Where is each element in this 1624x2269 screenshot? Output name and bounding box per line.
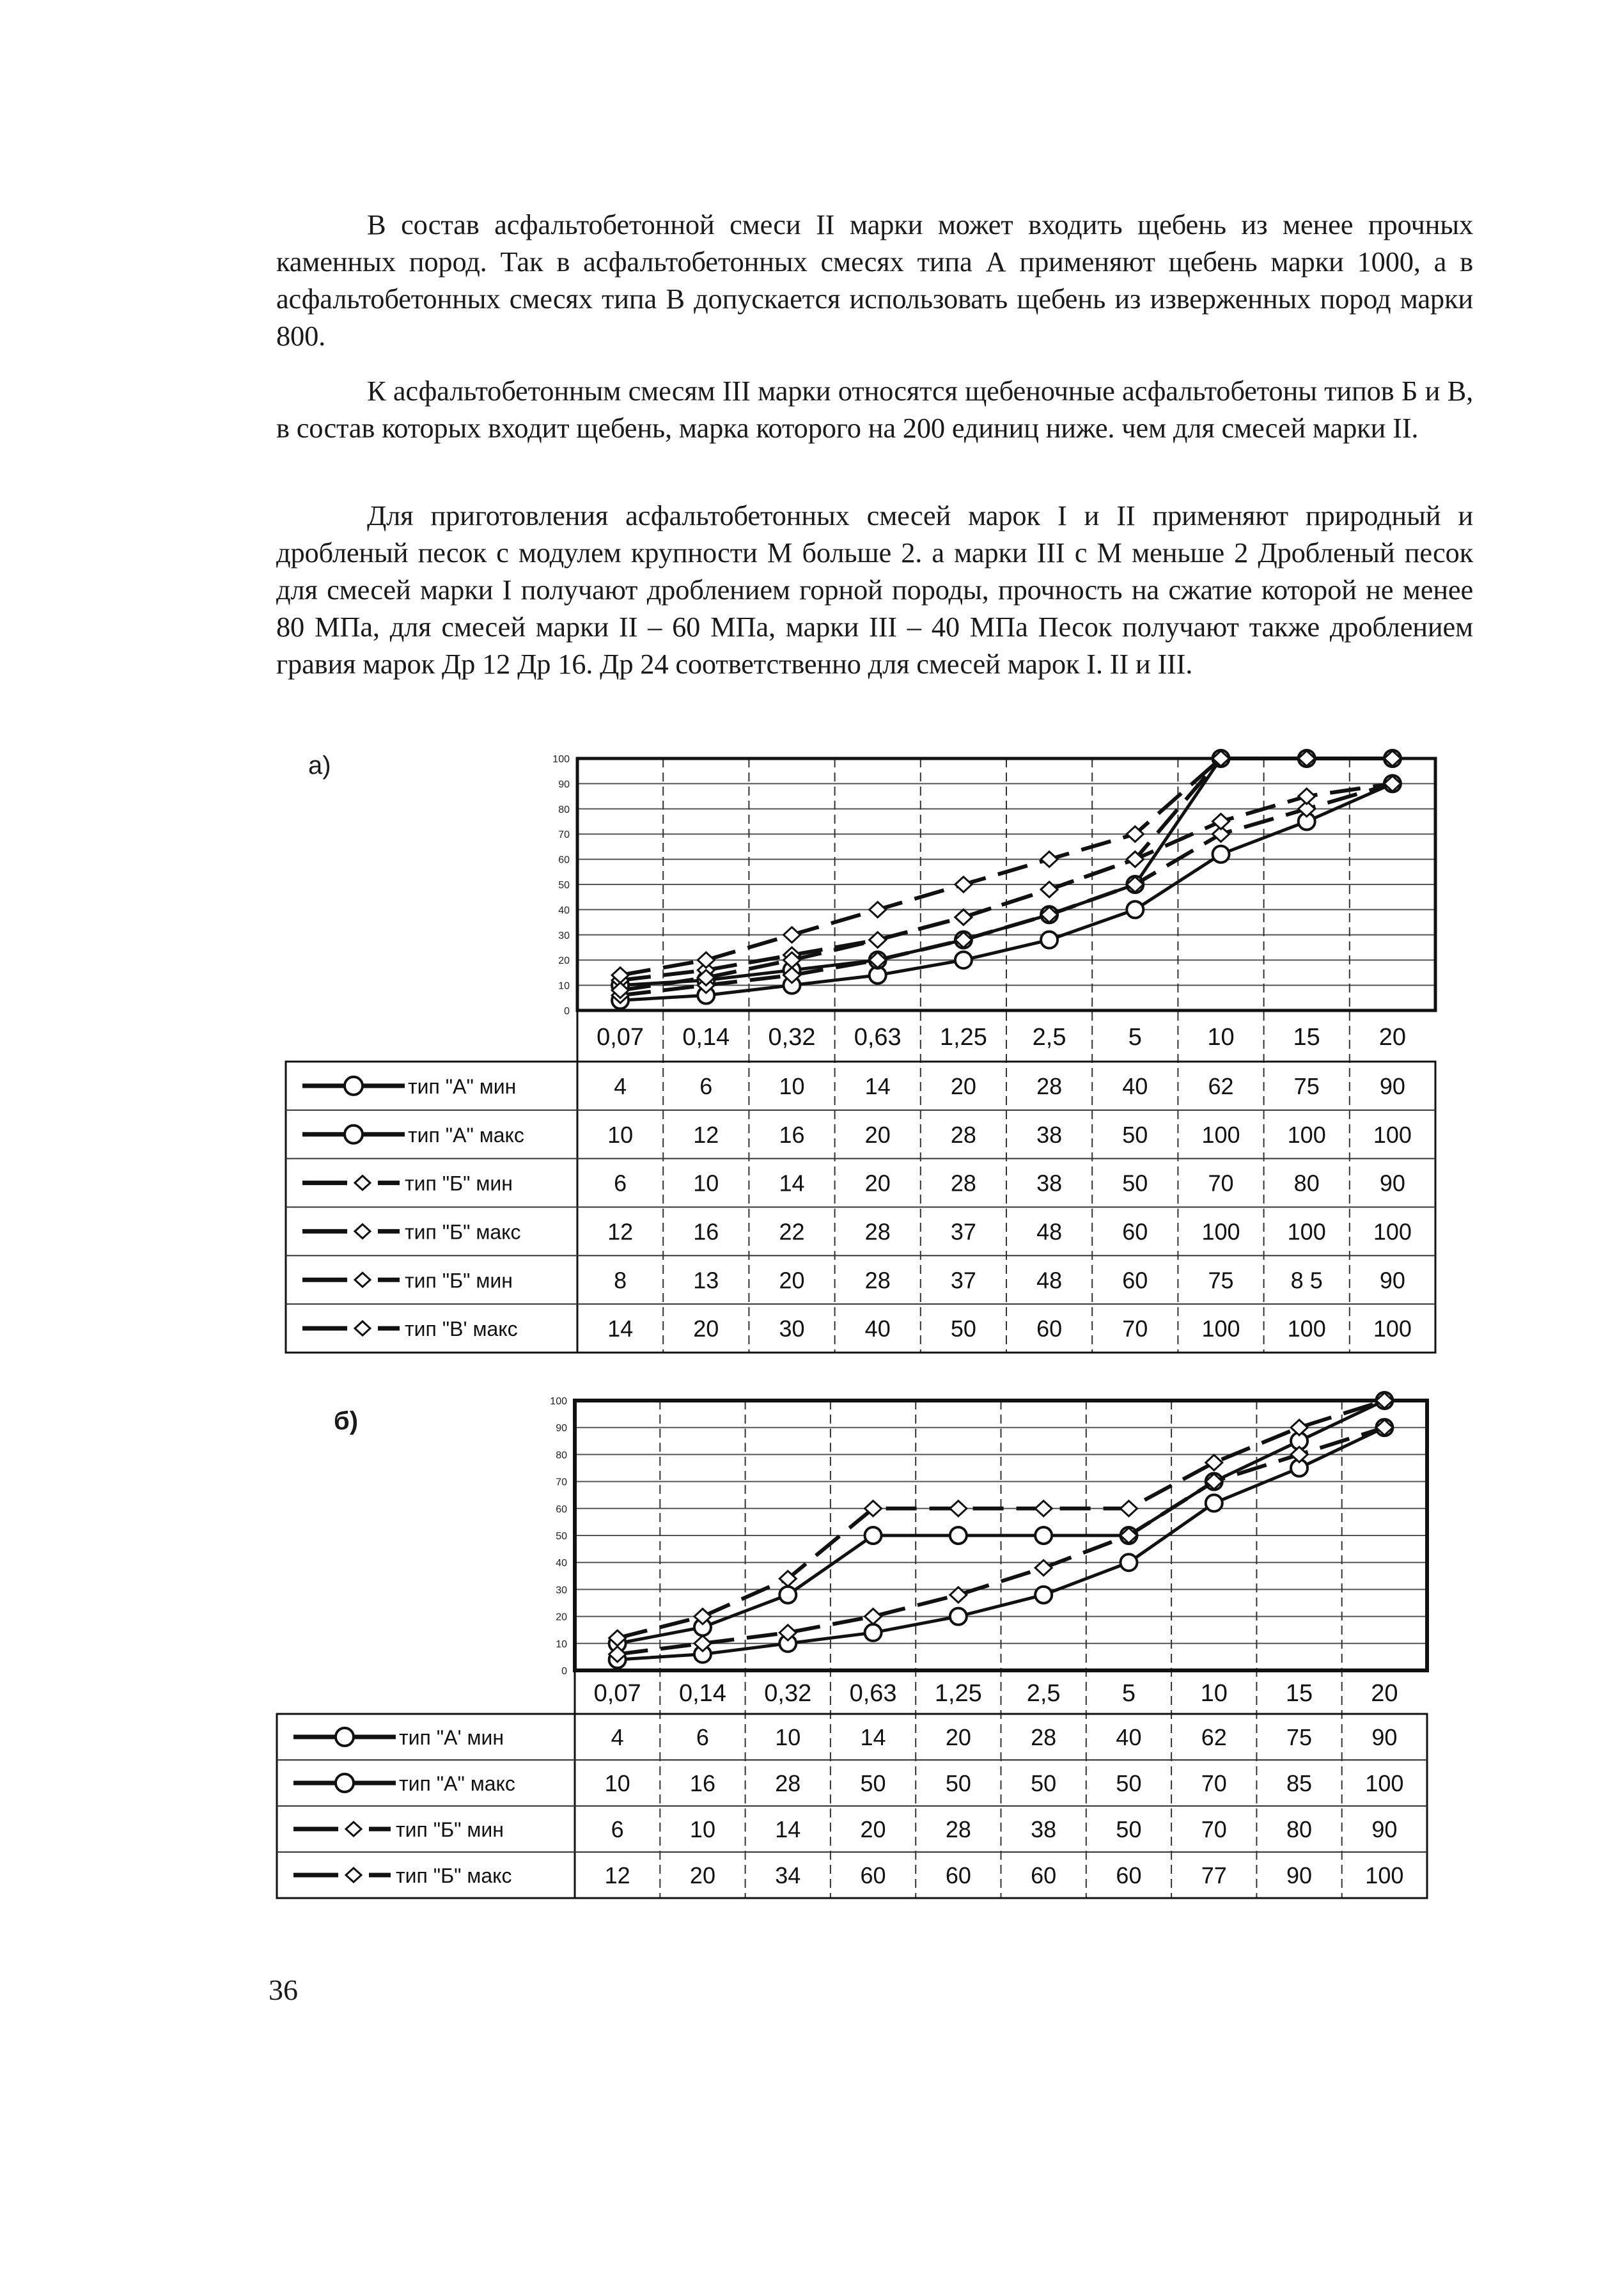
table-cell: 70 [1201, 1816, 1227, 1842]
data-point-diamond [1041, 882, 1058, 897]
data-point-diamond [1035, 1501, 1052, 1516]
data-point-circle [609, 1635, 626, 1652]
legend-label: тип "А" макс [399, 1772, 515, 1795]
data-point-diamond [1206, 1474, 1222, 1489]
data-point-circle [694, 1646, 711, 1663]
legend-circle-icon [336, 1728, 354, 1746]
data-point-circle [1127, 876, 1143, 893]
data-point-diamond [1127, 877, 1143, 892]
data-point-diamond [1035, 1560, 1052, 1576]
data-point-circle [1120, 1554, 1137, 1571]
table-cell: 8 [614, 1267, 627, 1294]
data-point-diamond [698, 952, 714, 968]
data-point-diamond [784, 947, 800, 962]
legend-label: тип "Б" мин [396, 1818, 504, 1841]
data-point-diamond [612, 973, 629, 988]
data-point-circle [950, 1608, 967, 1625]
data-point-diamond [1213, 751, 1230, 766]
data-point-diamond [1041, 882, 1058, 897]
legend-label: тип "Б" мин [405, 1269, 513, 1292]
data-point-diamond [1127, 852, 1143, 867]
x-tick-label: 0,63 [849, 1680, 897, 1707]
data-point-diamond [1299, 801, 1315, 817]
table-cell: 90 [1379, 1267, 1405, 1294]
table-cell: 16 [693, 1218, 719, 1245]
table-cell: 6 [614, 1170, 627, 1197]
x-tick-label: 2,5 [1032, 1024, 1066, 1051]
legend-circle-icon [336, 1774, 354, 1792]
table-cell: 20 [693, 1315, 719, 1342]
data-point-circle [612, 977, 629, 994]
table-cell: 50 [950, 1315, 976, 1342]
y-tick-label: 60 [556, 1504, 567, 1515]
data-point-diamond [1213, 826, 1230, 842]
x-tick-label: 10 [1200, 1680, 1228, 1707]
table-cell: 28 [864, 1267, 891, 1294]
x-tick-label: 0,14 [678, 1680, 726, 1707]
y-tick-label: 40 [558, 905, 570, 916]
data-point-diamond [955, 909, 972, 925]
x-tick-label: 20 [1371, 1680, 1398, 1707]
table-cell: 90 [1371, 1816, 1398, 1842]
table-cell: 28 [950, 1121, 976, 1148]
data-point-diamond [1127, 826, 1143, 842]
data-point-diamond [784, 968, 800, 983]
table-cell: 40 [1122, 1072, 1148, 1099]
table-cell: 60 [945, 1862, 971, 1888]
table-cell: 16 [779, 1121, 805, 1148]
y-tick-label: 20 [556, 1612, 567, 1623]
table-cell: 60 [1122, 1218, 1148, 1245]
data-point-circle [612, 992, 629, 1009]
table-cell: 16 [689, 1770, 715, 1796]
legend-circle-icon [345, 1077, 363, 1095]
table-cell: 12 [693, 1121, 719, 1148]
data-point-circle [779, 1587, 796, 1603]
data-point-circle [779, 1635, 796, 1652]
series-line [618, 1401, 1385, 1638]
paragraph-2: К асфальтобетонным смесям III марки относятся щебеночные асфальтобетоны типов Б и В, в состав которых входит щебень, марка которого на 200 единиц ниже. чем для смесей марки II. [276, 375, 1473, 444]
data-point-circle [1213, 846, 1230, 863]
table-cell: 14 [864, 1072, 891, 1099]
table-cell: 20 [860, 1816, 886, 1842]
data-point-diamond [1384, 776, 1401, 791]
table-cell: 75 [1208, 1267, 1234, 1294]
table-cell: 6 [696, 1724, 709, 1750]
legend-diamond-icon [355, 1273, 370, 1287]
table-cell: 10 [604, 1770, 630, 1796]
table-cell: 38 [1036, 1170, 1063, 1197]
table-cell: 75 [1293, 1072, 1320, 1099]
data-point-circle [1206, 1495, 1222, 1511]
data-point-circle [1213, 750, 1230, 767]
data-point-circle [784, 977, 800, 994]
table-cell: 70 [1208, 1170, 1234, 1197]
data-point-circle [1291, 1433, 1308, 1449]
data-point-diamond [698, 978, 714, 993]
table-cell: 100 [1287, 1315, 1326, 1342]
table-cell: 8 5 [1290, 1267, 1323, 1294]
data-point-diamond [870, 952, 886, 968]
data-table-frame [277, 1714, 1427, 1898]
data-point-circle [1299, 813, 1315, 830]
data-point-diamond [779, 1571, 796, 1587]
figure-a-label: а) [308, 751, 331, 780]
table-cell: 6 [699, 1072, 713, 1099]
table-cell: 100 [1365, 1862, 1404, 1888]
table-cell: 12 [607, 1218, 634, 1245]
table-cell: 100 [1287, 1121, 1326, 1148]
data-point-diamond [609, 1630, 626, 1645]
table-cell: 75 [1286, 1724, 1313, 1750]
table-cell: 50 [1122, 1170, 1148, 1197]
y-tick-label: 70 [556, 1477, 567, 1488]
data-point-diamond [698, 970, 714, 985]
x-tick-label: 1,25 [934, 1680, 982, 1707]
table-cell: 100 [1201, 1218, 1240, 1245]
y-tick-label: 50 [558, 880, 570, 891]
table-cell: 100 [1373, 1218, 1412, 1245]
data-point-diamond [784, 927, 800, 943]
data-point-circle [1376, 1392, 1393, 1409]
table-cell: 10 [779, 1072, 805, 1099]
legend-label: тип "Б" мин [405, 1172, 513, 1195]
table-cell: 28 [1031, 1724, 1057, 1750]
data-point-diamond [955, 877, 972, 892]
figure-b-label: б) [334, 1407, 359, 1435]
y-tick-label: 100 [550, 1396, 567, 1407]
data-point-diamond [1376, 1393, 1393, 1408]
data-point-circle [698, 987, 714, 1003]
legend-label: тип "А' мин [399, 1726, 504, 1749]
x-tick-label: 2,5 [1026, 1680, 1061, 1707]
data-point-diamond [950, 1587, 967, 1603]
data-point-circle [950, 1527, 967, 1544]
x-tick-label: 20 [1378, 1024, 1407, 1051]
legend-diamond-icon [355, 1321, 370, 1335]
table-cell: 13 [693, 1267, 719, 1294]
table-cell: 50 [945, 1770, 971, 1796]
table-cell: 60 [1036, 1315, 1063, 1342]
data-point-diamond [1299, 751, 1315, 766]
data-point-circle [698, 972, 714, 989]
data-point-diamond [1041, 852, 1058, 867]
legend-label: тип "А" мин [408, 1074, 517, 1098]
x-tick-label: 0,14 [682, 1024, 730, 1051]
data-point-circle [1384, 750, 1401, 767]
table-cell: 20 [864, 1170, 891, 1197]
data-point-circle [865, 1624, 882, 1641]
table-cell: 70 [1201, 1770, 1227, 1796]
table-cell: 100 [1373, 1121, 1412, 1148]
x-tick-label: 1,25 [939, 1024, 987, 1051]
table-cell: 37 [950, 1218, 976, 1245]
table-cell: 100 [1373, 1315, 1412, 1342]
data-point-diamond [865, 1609, 882, 1624]
y-tick-label: 10 [556, 1638, 567, 1650]
legend-label: тип "Б" макс [396, 1864, 512, 1887]
x-tick-label: 0,32 [764, 1680, 812, 1707]
data-point-circle [1376, 1419, 1393, 1436]
data-point-diamond [779, 1625, 796, 1640]
data-point-circle [955, 952, 972, 968]
data-point-diamond [1291, 1447, 1308, 1462]
data-point-diamond [1120, 1501, 1137, 1516]
table-cell: 62 [1208, 1072, 1234, 1099]
x-tick-label: 0,07 [593, 1680, 641, 1707]
table-cell: 20 [864, 1121, 891, 1148]
data-point-diamond [1120, 1528, 1137, 1543]
data-point-diamond [698, 962, 714, 978]
data-point-diamond [950, 1501, 967, 1516]
table-cell: 20 [689, 1862, 715, 1888]
x-tick-label: 0,63 [854, 1024, 902, 1051]
legend-label: тип "Б" макс [405, 1220, 521, 1244]
table-cell: 48 [1036, 1267, 1063, 1294]
table-cell: 50 [1031, 1770, 1057, 1796]
data-point-circle [1384, 775, 1401, 792]
table-cell: 28 [775, 1770, 801, 1796]
data-point-circle [1035, 1527, 1052, 1544]
series-line [618, 1427, 1385, 1660]
data-point-circle [1041, 932, 1058, 948]
x-tick-label: 15 [1293, 1024, 1320, 1051]
x-tick-label: 0,32 [768, 1024, 816, 1051]
table-cell: 60 [1116, 1862, 1142, 1888]
table-cell: 40 [864, 1315, 891, 1342]
data-point-diamond [865, 1501, 882, 1516]
data-point-diamond [612, 968, 629, 983]
table-cell: 100 [1201, 1121, 1240, 1148]
plot-frame [575, 1401, 1427, 1670]
y-tick-label: 90 [558, 779, 570, 790]
data-point-circle [1291, 1460, 1308, 1477]
data-point-circle [609, 1651, 626, 1668]
table-cell: 22 [779, 1218, 805, 1245]
data-point-diamond [694, 1609, 711, 1624]
y-tick-label: 10 [558, 980, 570, 992]
table-cell: 50 [860, 1770, 886, 1796]
table-cell: 38 [1031, 1816, 1057, 1842]
y-tick-label: 20 [558, 955, 570, 967]
table-cell: 20 [779, 1267, 805, 1294]
legend-label: тип "А" макс [408, 1123, 524, 1147]
data-point-circle [1127, 901, 1143, 918]
y-tick-label: 50 [556, 1531, 567, 1542]
data-point-diamond [784, 952, 800, 968]
data-point-circle [1206, 1473, 1222, 1490]
table-cell: 14 [779, 1170, 805, 1197]
series-line [620, 783, 1393, 990]
x-tick-label: 10 [1207, 1024, 1235, 1051]
table-cell: 14 [860, 1724, 886, 1750]
page-number: 36 [269, 1974, 298, 2006]
table-cell: 34 [775, 1862, 801, 1888]
x-tick-label: 15 [1285, 1680, 1313, 1707]
table-cell: 77 [1201, 1862, 1227, 1888]
table-cell: 28 [864, 1218, 891, 1245]
table-cell: 60 [1031, 1862, 1057, 1888]
table-cell: 20 [945, 1724, 971, 1750]
table-cell: 70 [1122, 1315, 1148, 1342]
data-point-diamond [609, 1647, 626, 1662]
data-point-diamond [870, 932, 886, 948]
data-point-diamond [1299, 751, 1315, 766]
table-cell: 60 [1122, 1267, 1148, 1294]
data-point-circle [1041, 906, 1058, 923]
series-line [618, 1427, 1385, 1654]
data-point-diamond [1127, 852, 1143, 867]
table-cell: 50 [1116, 1816, 1142, 1842]
table-cell: 80 [1293, 1170, 1320, 1197]
series-line [620, 758, 1393, 985]
legend-diamond-icon [355, 1224, 370, 1238]
data-point-circle [694, 1619, 711, 1635]
table-cell: 50 [1116, 1770, 1142, 1796]
data-point-diamond [1041, 907, 1058, 922]
data-point-diamond [612, 982, 629, 998]
table-cell: 90 [1371, 1724, 1398, 1750]
x-tick-label: 5 [1128, 1024, 1142, 1051]
data-point-circle [870, 952, 886, 968]
y-tick-label: 40 [556, 1558, 567, 1569]
y-tick-label: 0 [561, 1666, 567, 1677]
y-tick-label: 60 [558, 854, 570, 866]
table-cell: 60 [860, 1862, 886, 1888]
data-point-diamond [1206, 1455, 1222, 1470]
y-tick-label: 30 [556, 1585, 567, 1596]
data-point-circle [1035, 1587, 1052, 1603]
table-cell: 10 [693, 1170, 719, 1197]
legend-label: тип "В' макс [405, 1317, 518, 1341]
data-point-diamond [1213, 751, 1230, 766]
data-point-circle [1120, 1527, 1137, 1544]
series-line [618, 1401, 1385, 1644]
data-point-diamond [870, 932, 886, 948]
series-line [620, 783, 1393, 1000]
table-cell: 10 [607, 1121, 634, 1148]
paragraph-1: В состав асфальтобетонной смеси II марки может входить щебень из менее прочных каменных пород. Так в асфальтобетонных смесях типа А применяют щебень марки 1000, а в асфальтобетонных смесях типа В допускается использовать щебень из изверженных пород марки 800. [276, 208, 1473, 352]
data-point-circle [870, 967, 886, 984]
table-cell: 6 [611, 1816, 624, 1842]
data-point-diamond [1384, 751, 1401, 766]
table-cell: 80 [1286, 1816, 1313, 1842]
table-cell: 10 [775, 1724, 801, 1750]
table-cell: 62 [1201, 1724, 1227, 1750]
series-line [620, 758, 1393, 975]
paragraph-3: Для приготовления асфальтобетонных смесей марок I и II применяют природный и дробленый песок с модулем крупности М больше 2. а марки III с М меньше 2 Дробленый песок для смесей марки I получают дроблением горной породы, прочность на сжатие которой не менее 80 МПа, для смесей марки II – 60 МПа, марки III – 40 МПа Песок получают также дроблением гравия марок Др 12 Др 16. Др 24 соответственно для смесей марок I. II и III. [276, 499, 1473, 680]
data-point-diamond [1384, 776, 1401, 791]
table-cell: 20 [950, 1072, 976, 1099]
table-cell: 100 [1287, 1218, 1326, 1245]
y-tick-label: 100 [552, 754, 570, 765]
data-point-diamond [870, 902, 886, 917]
plot-frame [577, 758, 1435, 1010]
data-point-diamond [955, 932, 972, 948]
x-tick-label: 5 [1121, 1680, 1136, 1707]
table-cell: 4 [611, 1724, 624, 1750]
table-cell: 38 [1036, 1121, 1063, 1148]
data-point-diamond [1384, 751, 1401, 766]
table-cell: 10 [689, 1816, 715, 1842]
table-cell: 4 [614, 1072, 627, 1099]
table-cell: 28 [950, 1170, 976, 1197]
y-tick-label: 80 [558, 804, 570, 815]
series-line [620, 758, 1393, 980]
data-point-diamond [612, 987, 629, 1003]
y-tick-label: 0 [564, 1006, 570, 1017]
legend-diamond-icon [346, 1868, 361, 1882]
table-cell: 85 [1286, 1770, 1313, 1796]
data-point-diamond [955, 909, 972, 925]
legend-diamond-icon [346, 1822, 361, 1836]
table-cell: 12 [604, 1862, 630, 1888]
data-point-circle [865, 1527, 882, 1544]
data-table-frame [286, 1062, 1435, 1353]
table-cell: 40 [1116, 1724, 1142, 1750]
data-point-diamond [1376, 1420, 1393, 1435]
data-point-diamond [1291, 1420, 1308, 1435]
table-cell: 28 [945, 1816, 971, 1842]
legend-circle-icon [345, 1126, 363, 1143]
table-cell: 37 [950, 1267, 976, 1294]
x-tick-label: 0,07 [597, 1024, 644, 1051]
table-cell: 50 [1122, 1121, 1148, 1148]
data-point-diamond [694, 1636, 711, 1651]
table-cell: 28 [1036, 1072, 1063, 1099]
series-line [620, 783, 1393, 995]
data-point-diamond [1299, 789, 1315, 804]
y-tick-label: 30 [558, 930, 570, 941]
table-cell: 48 [1036, 1218, 1063, 1245]
table-cell: 100 [1365, 1770, 1404, 1796]
table-cell: 90 [1379, 1072, 1405, 1099]
y-tick-label: 80 [556, 1450, 567, 1461]
legend-diamond-icon [355, 1176, 370, 1190]
table-cell: 90 [1379, 1170, 1405, 1197]
y-tick-label: 90 [556, 1423, 567, 1434]
data-point-circle [955, 932, 972, 948]
table-cell: 100 [1201, 1315, 1240, 1342]
data-point-diamond [1213, 814, 1230, 829]
table-cell: 14 [607, 1315, 634, 1342]
data-point-circle [784, 962, 800, 978]
table-cell: 90 [1286, 1862, 1313, 1888]
table-cell: 30 [779, 1315, 805, 1342]
y-tick-label: 70 [558, 829, 570, 841]
data-point-circle [1299, 750, 1315, 767]
table-cell: 14 [775, 1816, 801, 1842]
